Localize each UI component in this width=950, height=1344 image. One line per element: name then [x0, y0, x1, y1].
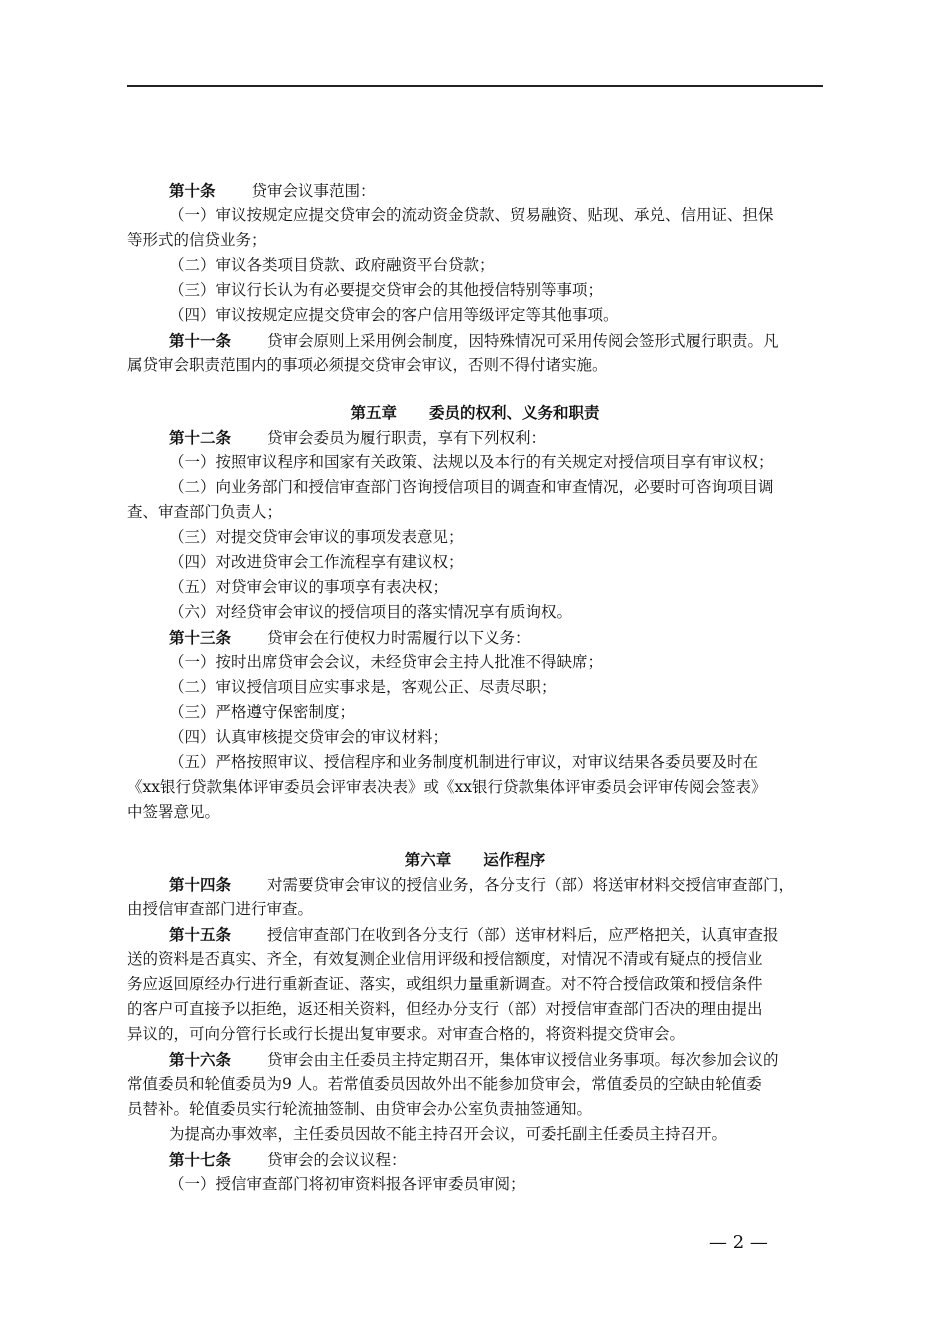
chapter-heading	[127, 847, 823, 872]
article-line	[127, 1147, 823, 1172]
line-text: 贷审会在行使权力时需履行以下义务：	[267, 629, 531, 647]
line-text: 属贷审会职责范围内的事项必须提交贷审会审议，否则不得付诸实施。	[127, 356, 608, 374]
article-number: 第十五条	[169, 925, 232, 944]
clause-line	[127, 203, 823, 228]
line-text: （四）对改进贷审会工作流程享有建议权；	[169, 553, 464, 571]
chapter-heading	[127, 400, 823, 425]
line-text: （三）对提交贷审会审议的事项发表意见；	[169, 528, 464, 546]
line-text: 中签署意见。	[127, 803, 221, 821]
header-rule	[127, 85, 823, 87]
article-number: 第十条	[169, 181, 216, 200]
clause-line	[127, 278, 823, 303]
line-text: 贷审会议事范围：	[251, 182, 376, 200]
paragraph-gap	[127, 825, 823, 847]
continuation-line	[127, 500, 823, 525]
article-line	[127, 872, 823, 897]
line-text: （五）对贷审会审议的事项享有表决权；	[169, 578, 449, 596]
clause-line	[127, 550, 823, 575]
continuation-line	[127, 775, 823, 800]
line-text: （四）认真审核提交贷审会的审议材料；	[169, 728, 449, 746]
line-text: （二）审议授信项目应实事求是，客观公正、尽责尽职；	[169, 678, 557, 696]
line-text: 送的资料是否真实、齐全，有效复测企业信用评级和授信额度，对情况不清或有疑点的授信业	[127, 950, 763, 968]
line-text: （三）审议行长认为有必要提交贷审会的其他授信特别等事项；	[169, 281, 604, 299]
line-text: 异议的，可向分管行长或行长提出复审要求。对审查合格的，将资料提交贷审会。	[127, 1025, 686, 1043]
line-text: 由授信审查部门进行审查。	[127, 900, 314, 918]
article-number: 第十七条	[169, 1150, 232, 1169]
line-text: （三）严格遵守保密制度；	[169, 703, 356, 721]
clause-line	[127, 650, 823, 675]
clause-line	[127, 475, 823, 500]
line-text: 员替补。轮值委员实行轮流抽签制、由贷审会办公室负责抽签通知。	[127, 1100, 593, 1118]
page-number: — 2 —	[709, 1232, 768, 1253]
clause-line	[127, 600, 823, 625]
clause-line	[127, 750, 823, 775]
article-line	[127, 922, 823, 947]
article-number: 第十二条	[169, 428, 232, 447]
line-text: （五）严格按照审议、授信程序和业务制度机制进行审议，对审议结果各委员要及时在	[169, 753, 759, 771]
continuation-line	[127, 353, 823, 378]
chapter-number: 第五章	[350, 403, 397, 422]
article-line	[127, 625, 823, 650]
line-text: （一）授信审查部门将初审资料报各评审委员审阅；	[169, 1175, 526, 1193]
line-text: 为提高办事效率，主任委员因故不能主持召开会议，可委托副主任委员主持召开。	[169, 1125, 728, 1143]
chapter-number: 第六章	[404, 850, 452, 869]
line-text: 对需要贷审会审议的授信业务，各分支行（部）将送审材料交授信审查部门，	[267, 876, 795, 894]
line-text: 贷审会由主任委员主持定期召开，集体审议授信业务事项。每次参加会议的	[267, 1051, 779, 1069]
line-text: （六）对经贷审会审议的授信项目的落实情况享有质询权。	[169, 603, 573, 621]
clause-line	[127, 675, 823, 700]
clause-line	[127, 700, 823, 725]
clause-line	[127, 303, 823, 328]
line-text: （一）按照审议程序和国家有关政策、法规以及本行的有关规定对授信项目享有审议权；	[169, 453, 774, 471]
line-text: 等形式的信贷业务；	[127, 231, 267, 249]
line-text: （一）审议按规定应提交贷审会的流动资金贷款、贸易融资、贴现、承兑、信用证、担保	[169, 206, 774, 224]
line-text: 的客户可直接予以拒绝，返还相关资料，但经办分支行（部）对授信审查部门否决的理由提出	[127, 1000, 763, 1018]
continuation-line	[127, 947, 823, 972]
article-line	[127, 178, 823, 203]
article-line	[127, 1047, 823, 1072]
clause-line	[127, 525, 823, 550]
article-number: 第十六条	[169, 1050, 232, 1069]
line-text: 查、审查部门负责人；	[127, 503, 283, 521]
paragraph-gap	[127, 378, 823, 400]
line-text: 务应返回原经办行进行重新查证、落实，或组织力量重新调查。对不符合授信政策和授信条件	[127, 975, 763, 993]
line-text: （二）审议各类项目贷款、政府融资平台贷款；	[169, 256, 495, 274]
continuation-line	[127, 897, 823, 922]
continuation-line	[127, 228, 823, 253]
article-number: 第十三条	[169, 628, 232, 647]
document-body	[127, 178, 823, 1197]
continuation-line	[127, 1022, 823, 1047]
chapter-title: 委员的权利、义务和职责	[429, 403, 600, 422]
article-number: 第十四条	[169, 875, 232, 894]
continuation-line	[127, 972, 823, 997]
article-line	[127, 328, 823, 353]
continuation-line	[127, 1072, 823, 1097]
clause-line	[127, 253, 823, 278]
continuation-line	[127, 1097, 823, 1122]
chapter-title: 运作程序	[483, 850, 546, 869]
line-text: 贷审会的会议议程：	[267, 1151, 407, 1169]
continuation-line	[127, 997, 823, 1022]
clause-line	[127, 1122, 823, 1147]
line-text: 《xx银行贷款集体评审委员会评审表决表》或《xx银行贷款集体评审委员会评审传阅会签表》	[127, 778, 767, 796]
line-text: （一）按时出席贷审会会议，未经贷审会主持人批准不得缺席；	[169, 653, 604, 671]
article-number: 第十一条	[169, 331, 232, 350]
line-text: 贷审会原则上采用例会制度，因特殊情况可采用传阅会签形式履行职责。凡	[267, 332, 779, 350]
line-text: （四）审议按规定应提交贷审会的客户信用等级评定等其他事项。	[169, 306, 619, 324]
continuation-line	[127, 800, 823, 825]
clause-line	[127, 1172, 823, 1197]
line-text: 贷审会委员为履行职责，享有下列权利：	[267, 429, 547, 447]
line-text: （二）向业务部门和授信审查部门咨询授信项目的调查和审查情况，必要时可咨询项目调	[169, 478, 774, 496]
article-line	[127, 425, 823, 450]
clause-line	[127, 575, 823, 600]
line-text: 授信审查部门在收到各分支行（部）送审材料后，应严格把关，认真审查报	[267, 926, 779, 944]
clause-line	[127, 725, 823, 750]
clause-line	[127, 450, 823, 475]
line-text: 常值委员和轮值委员为9 人。若常值委员因故外出不能参加贷审会，常值委员的空缺由轮值委	[127, 1075, 762, 1093]
